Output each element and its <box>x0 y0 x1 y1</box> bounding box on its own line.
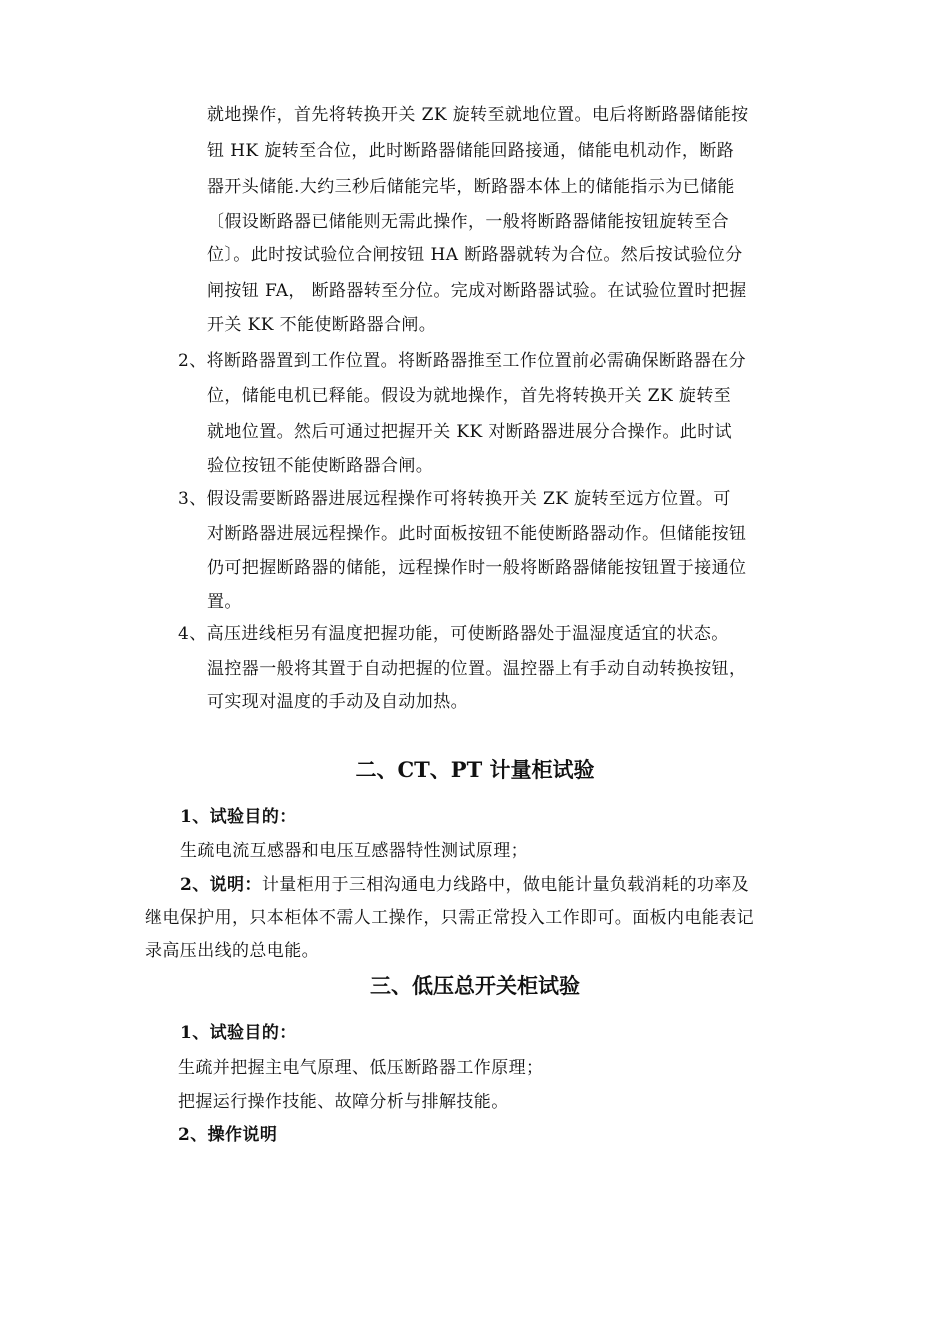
item2-line-4: 验位按钮不能使断路器合闸。 <box>207 456 434 476</box>
item3-line-1: 3、假设需要断路器进展远程操作可将转换开关 ZK 旋转至远方位置。可 <box>178 489 731 509</box>
item2-line-3: 就地位置。然后可通过把握开关 KK 对断路器进展分合操作。此时试 <box>207 422 733 442</box>
item1-line-6: 闸按钮 FA， 断路器转至分位。完成对断路器试验。在试验位置时把握 <box>207 281 747 301</box>
item4-line-1: 4、高压进线柜另有温度把握功能，可使断路器处于温湿度适宜的状态。 <box>178 624 729 644</box>
section2-note-line-1 <box>180 873 749 897</box>
section2-note-label: 2、说明： <box>180 875 262 895</box>
item3-line-4: 置。 <box>207 592 242 612</box>
item1-line-1: 就地操作，首先将转换开关 ZK 旋转至就地位置。电后将断路器储能按 <box>207 105 749 125</box>
section2-heading: 二、CT、PT 计量柜试验 <box>355 757 595 782</box>
section3-purpose-line-2: 把握运行操作技能、故障分析与排解技能。 <box>178 1092 509 1112</box>
item1-line-2: 钮 HK 旋转至合位，此时断路器储能回路接通，储能电机动作，断路 <box>207 141 735 161</box>
section2-note-line-3: 录高压出线的总电能。 <box>145 941 319 961</box>
item1-line-7: 开关 KK 不能使断路器合闸。 <box>207 315 437 335</box>
item4-line-3: 可实现对温度的手动及自动加热。 <box>207 692 468 712</box>
item1-line-4: 〔假设断路器已储能则无需此操作，一般将断路器储能按钮旋转至合 <box>207 212 729 232</box>
item2-line-2: 位，储能电机已释能。假设为就地操作，首先将转换开关 ZK 旋转至 <box>207 386 732 406</box>
section3-operation-label: 2、操作说明 <box>178 1125 278 1145</box>
section2-note-line-2: 继电保护用，只本柜体不需人工操作，只需正常投入工作即可。面板内电能表记 <box>145 908 754 928</box>
section2-purpose-text: 生疏电流互感器和电压互感器特性测试原理； <box>180 841 528 861</box>
section2-purpose-label: 1、试验目的： <box>180 807 297 827</box>
item2-line-1: 2、将断路器置到工作位置。将断路器推至工作位置前必需确保断路器在分 <box>178 351 747 371</box>
section3-purpose-line-1: 生疏并把握主电气原理、低压断路器工作原理； <box>178 1058 544 1078</box>
section3-purpose-label: 1、试验目的： <box>180 1023 297 1043</box>
item1-line-3: 器开头储能.大约三秒后储能完毕，断路器本体上的储能指示为已储能 <box>207 177 735 197</box>
item1-line-5: 位〕。此时按试验位合闸按钮 HA 断路器就转为合位。然后按试验位分 <box>207 245 743 265</box>
item3-line-3: 仍可把握断路器的储能，远程操作时一般将断路器储能按钮置于接通位 <box>207 558 747 578</box>
section2-note-text: 计量柜用于三相沟通电力线路中，做电能计量负载消耗的功率及 <box>261 875 750 895</box>
section3-heading: 三、低压总开关柜试验 <box>370 973 580 998</box>
item3-line-2: 对断路器进展远程操作。此时面板按钮不能使断路器动作。但储能按钮 <box>207 524 747 544</box>
item4-line-2: 温控器一般将其置于自动把握的位置。温控器上有手动自动转换按钮， <box>207 659 747 679</box>
